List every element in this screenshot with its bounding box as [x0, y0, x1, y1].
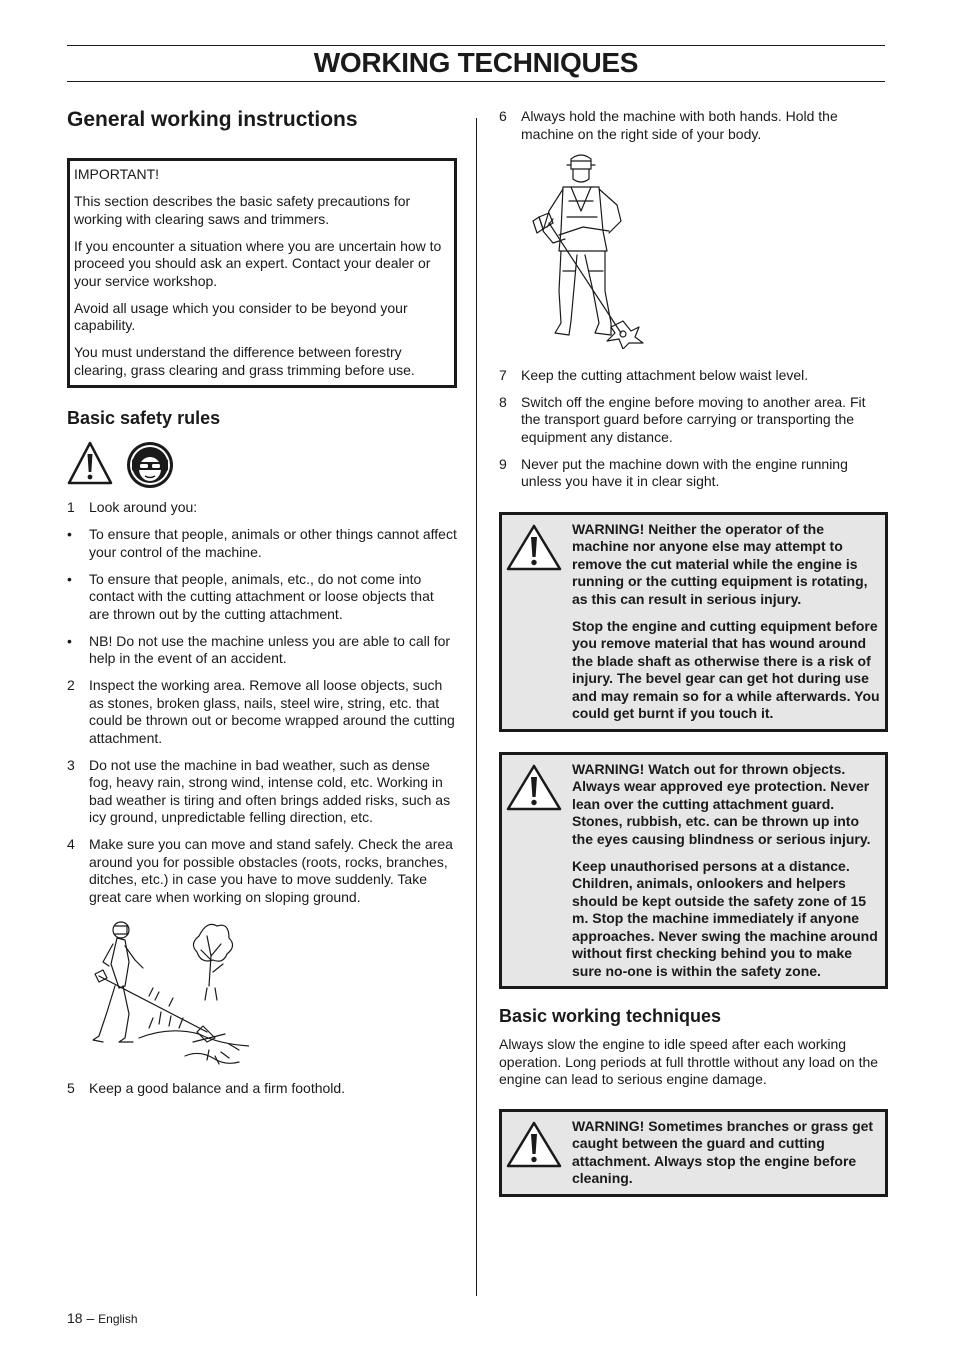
list-item — [499, 456, 887, 491]
item-number: 2 — [67, 677, 75, 693]
item-number: 1 — [67, 499, 75, 515]
list-item — [67, 677, 457, 747]
item-number: 8 — [499, 393, 507, 410]
working-techniques-heading: Basic working techniques — [499, 1006, 722, 1026]
slope-working-illustration — [89, 916, 249, 1068]
bullet-text: To ensure that people, animals or other things cannot affect your control of the machine. — [89, 526, 457, 560]
bullet-text: To ensure that people, animals, etc., do not come into contact with the cutting attachment or loose objects that are thrown out by the cutting attachment. — [89, 570, 434, 622]
list-item — [67, 757, 457, 827]
left-column — [67, 104, 457, 1107]
important-paragraph: You must understand the difference between forestry clearing, grass clearing and grass trimming before use. — [74, 344, 415, 378]
warning-paragraph: Keep unauthorised persons at a distance. Children, animals, onlookers and helpers should be kept outside the safety zone of 15 m. Stop the machine immediately if anyone approaches. Never swing the machine around without first checking behind you to make sure no-one is within the safety zone. — [572, 857, 878, 979]
bullet-mark: • — [67, 570, 72, 587]
bullet-mark: • — [67, 526, 72, 542]
important-paragraph: If you encounter a situation where you are uncertain how to proceed you should ask an expert. Contact your dealer or your service workshop. — [74, 237, 442, 289]
item-number: 4 — [67, 836, 75, 852]
item-text: Make sure you can move and stand safely. Check the area around you for possible obstacles (roots, rocks, branches, ditches, etc.) in case you have to move suddenly. Take great care when working on sloping ground. — [89, 836, 453, 905]
warning-box — [499, 1109, 888, 1197]
list-item — [67, 499, 457, 517]
warning-paragraph: Stop the engine and cutting equipment before you remove material that has wound around the blade shaft as otherwise there is a risk of injury. The bevel gear can get hot during use and may remain so for a while afterwards. You could get burnt if you touch it. — [572, 617, 880, 721]
column-divider — [476, 118, 477, 1296]
right-column — [499, 108, 887, 1197]
warning-paragraph: WARNING! Sometimes branches or grass get caught between the guard and cutting attachment. Always stop the engine before cleaning. — [572, 1117, 874, 1186]
item-text: Never put the machine down with the engine running unless you have it in clear sight. — [521, 455, 848, 489]
warning-box — [499, 512, 888, 732]
item-number: 9 — [499, 455, 507, 472]
list-item — [499, 108, 887, 143]
safety-icons — [67, 441, 457, 489]
warning-paragraph: WARNING! Watch out for thrown objects. Always wear approved eye protection. Never lean over the cutting attachment guard. Stones, rubbish, etc. can be thrown up into the eyes causing blindness or serious injury. — [572, 760, 871, 847]
item-text: Inspect the working area. Remove all loose objects, such as stones, broken glass, nails, steel wire, string, etc. that could be thrown out or become wrapped around the cutting attachment. — [89, 677, 455, 746]
warning-triangle-icon — [67, 441, 113, 485]
item-number: 6 — [499, 108, 507, 124]
important-box — [67, 158, 457, 388]
bullet-text: NB! Do not use the machine unless you are able to call for help in the event of an accident. — [89, 632, 451, 666]
page-number: 18 – — [67, 1310, 95, 1326]
protective-equipment-icon — [126, 441, 174, 489]
bullet-mark: • — [67, 632, 72, 649]
warning-triangle-icon — [506, 1120, 562, 1168]
item-text: Keep the cutting attachment below waist level. — [521, 366, 809, 383]
list-item — [499, 394, 887, 447]
list-item — [67, 1080, 457, 1098]
page-footer — [67, 1310, 138, 1329]
important-label: IMPORTANT! — [74, 166, 160, 182]
list-item — [67, 836, 457, 906]
header-rule-bottom — [67, 81, 885, 82]
item-text: Look around you: — [89, 499, 198, 515]
item-text: Do not use the machine in bad weather, such as dense fog, heavy rain, strong wind, intense cold, etc. Working in bad weather is tiring and often brings added risks, such as icy ground, unpredictable felling direction, etc. — [89, 756, 451, 825]
warning-box — [499, 752, 888, 990]
important-paragraph: This section describes the basic safety precautions for working with clearing saws and trimmers. — [74, 193, 411, 227]
bullet-item — [67, 633, 457, 668]
bullet-item — [67, 571, 457, 624]
item-text: Always hold the machine with both hands. Hold the machine on the right side of your body. — [521, 108, 838, 142]
techniques-paragraph: Always slow the engine to idle speed after each working operation. Long periods at full throttle without any load on the engine can lead to serious engine damage. — [499, 1036, 879, 1087]
warning-paragraph: WARNING! Neither the operator of the machine nor anyone else may attempt to remove the cut material while the engine is running or the cutting equipment is rotating, as this can result in serious injury. — [572, 520, 868, 607]
safety-rules-heading: Basic safety rules — [67, 408, 221, 428]
operator-holding-machine-illustration — [519, 151, 649, 349]
warning-triangle-icon — [506, 763, 562, 811]
bullet-item — [67, 526, 457, 561]
item-text: Keep a good balance and a firm foothold. — [89, 1079, 346, 1096]
section-heading: General working instructions — [67, 108, 358, 131]
item-number: 5 — [67, 1079, 75, 1096]
page-title: WORKING TECHNIQUES — [313, 47, 639, 78]
warning-triangle-icon — [506, 523, 562, 571]
item-text: Switch off the engine before moving to another area. Fit the transport guard before carrying or transporting the equipment any distance. — [521, 393, 866, 445]
footer-language: English — [98, 1312, 138, 1326]
list-item — [499, 367, 887, 385]
important-paragraph: Avoid all usage which you consider to be beyond your capability. — [74, 299, 408, 333]
item-number: 7 — [499, 366, 507, 383]
item-number: 3 — [67, 756, 75, 773]
